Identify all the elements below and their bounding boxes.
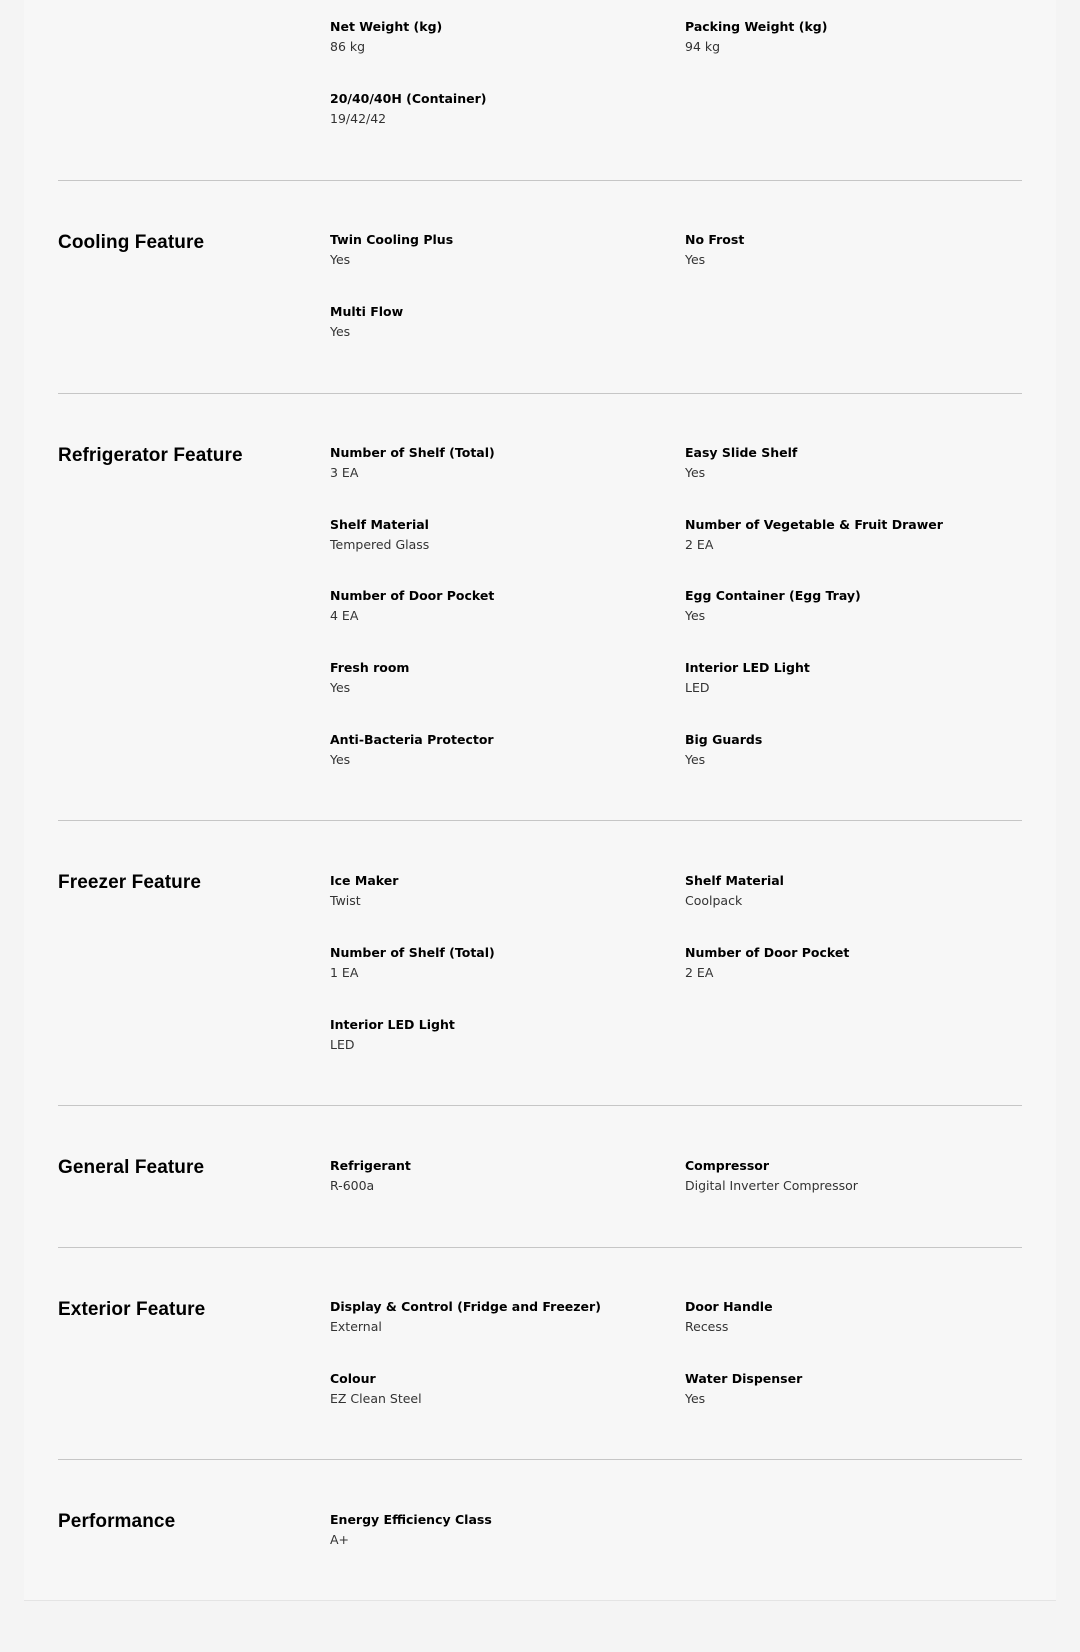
spec-value: Yes — [330, 680, 351, 695]
spec-name: No Frost — [685, 232, 745, 247]
spec-name: Twin Cooling Plus — [330, 232, 454, 247]
spec-value: 3 EA — [330, 465, 359, 480]
spec-name: Door Handle — [685, 1299, 773, 1314]
spec-name: Number of Shelf (Total) — [330, 445, 495, 460]
spec-item — [685, 731, 762, 768]
spec-item — [330, 303, 403, 340]
spec-item — [330, 231, 453, 268]
section-divider — [58, 820, 1022, 821]
spec-value: Yes — [685, 1391, 706, 1406]
spec-name: Interior LED Light — [330, 1017, 455, 1032]
spec-name: Display & Control (Fridge and Freezer) — [330, 1299, 601, 1314]
section-divider — [58, 180, 1022, 181]
spec-item — [330, 1157, 411, 1194]
spec-item — [330, 872, 398, 909]
spec-item — [330, 731, 494, 768]
spec-value: Yes — [685, 608, 706, 623]
spec-item — [330, 516, 429, 553]
spec-value: LED — [330, 1037, 355, 1052]
section-title: General Feature — [58, 1157, 205, 1178]
section-title: Exterior Feature — [58, 1299, 206, 1320]
spec-item — [330, 1016, 455, 1053]
section-title: Freezer Feature — [58, 872, 202, 893]
spec-value: Coolpack — [685, 893, 743, 908]
spec-name: Ice Maker — [330, 873, 399, 888]
section-divider — [58, 1459, 1022, 1460]
spec-name: Interior LED Light — [685, 660, 810, 675]
section-title: Performance — [58, 1511, 176, 1532]
spec-item — [685, 587, 861, 624]
spec-item — [685, 1157, 858, 1194]
spec-name: Number of Shelf (Total) — [330, 945, 495, 960]
spec-item — [685, 231, 744, 268]
spec-value: EZ Clean Steel — [330, 1391, 422, 1406]
spec-value: Twist — [330, 893, 361, 908]
spec-value: External — [330, 1319, 382, 1334]
section-divider — [58, 393, 1022, 394]
spec-item — [685, 444, 797, 481]
spec-value: Tempered Glass — [330, 537, 430, 552]
spec-name: Number of Vegetable & Fruit Drawer — [685, 517, 943, 532]
spec-item — [685, 872, 784, 909]
panel-bottom-border — [24, 1600, 1056, 1601]
spec-item — [330, 18, 442, 55]
spec-name: Number of Door Pocket — [685, 945, 850, 960]
spec-value: Digital Inverter Compressor — [685, 1178, 858, 1193]
spec-value: Yes — [685, 252, 706, 267]
spec-value: 19/42/42 — [330, 111, 387, 126]
section-title: Refrigerator Feature — [58, 445, 243, 466]
spec-item — [330, 90, 486, 127]
spec-item — [330, 1298, 601, 1335]
spec-name: Big Guards — [685, 732, 763, 747]
spec-item — [330, 944, 495, 981]
spec-value: Yes — [685, 465, 706, 480]
spec-name: Refrigerant — [330, 1158, 411, 1173]
spec-name: Egg Container (Egg Tray) — [685, 588, 861, 603]
spec-name: Colour — [330, 1371, 376, 1386]
spec-value: Recess — [685, 1319, 729, 1334]
spec-name: Anti-Bacteria Protector — [330, 732, 494, 747]
spec-item — [330, 1511, 492, 1548]
spec-name: Number of Door Pocket — [330, 588, 495, 603]
spec-value: 4 EA — [330, 608, 359, 623]
spec-name: Net Weight (kg) — [330, 19, 443, 34]
spec-value: 2 EA — [685, 965, 714, 980]
spec-value: 1 EA — [330, 965, 359, 980]
spec-name: Fresh room — [330, 660, 410, 675]
section-divider — [58, 1247, 1022, 1248]
spec-item — [685, 516, 943, 553]
spec-item — [330, 1370, 422, 1407]
spec-name: Energy Efficiency Class — [330, 1512, 492, 1527]
spec-value: Yes — [330, 252, 351, 267]
spec-name: Shelf Material — [330, 517, 429, 532]
spec-value: 94 kg — [685, 39, 721, 54]
spec-value: A+ — [330, 1532, 350, 1547]
spec-name: Multi Flow — [330, 304, 404, 319]
spec-item — [685, 1370, 802, 1407]
section-title: Cooling Feature — [58, 232, 205, 253]
spec-name: Packing Weight (kg) — [685, 19, 828, 34]
spec-name: Shelf Material — [685, 873, 784, 888]
spec-item — [685, 18, 827, 55]
spec-value: LED — [685, 680, 710, 695]
spec-value: 86 kg — [330, 39, 366, 54]
spec-value: Yes — [685, 752, 706, 767]
spec-value: Yes — [330, 752, 351, 767]
spec-item — [330, 587, 494, 624]
spec-item — [685, 1298, 773, 1335]
spec-name: Easy Slide Shelf — [685, 445, 798, 460]
spec-value: R-600a — [330, 1178, 375, 1193]
spec-value: 2 EA — [685, 537, 714, 552]
section-divider — [58, 1105, 1022, 1106]
spec-name: 20/40/40H (Container) — [330, 91, 487, 106]
spec-value: Yes — [330, 324, 351, 339]
spec-item — [330, 659, 409, 696]
spec-item — [685, 944, 849, 981]
spec-item — [330, 444, 495, 481]
spec-name: Water Dispenser — [685, 1371, 803, 1386]
spec-name: Compressor — [685, 1158, 770, 1173]
spec-item — [685, 659, 810, 696]
